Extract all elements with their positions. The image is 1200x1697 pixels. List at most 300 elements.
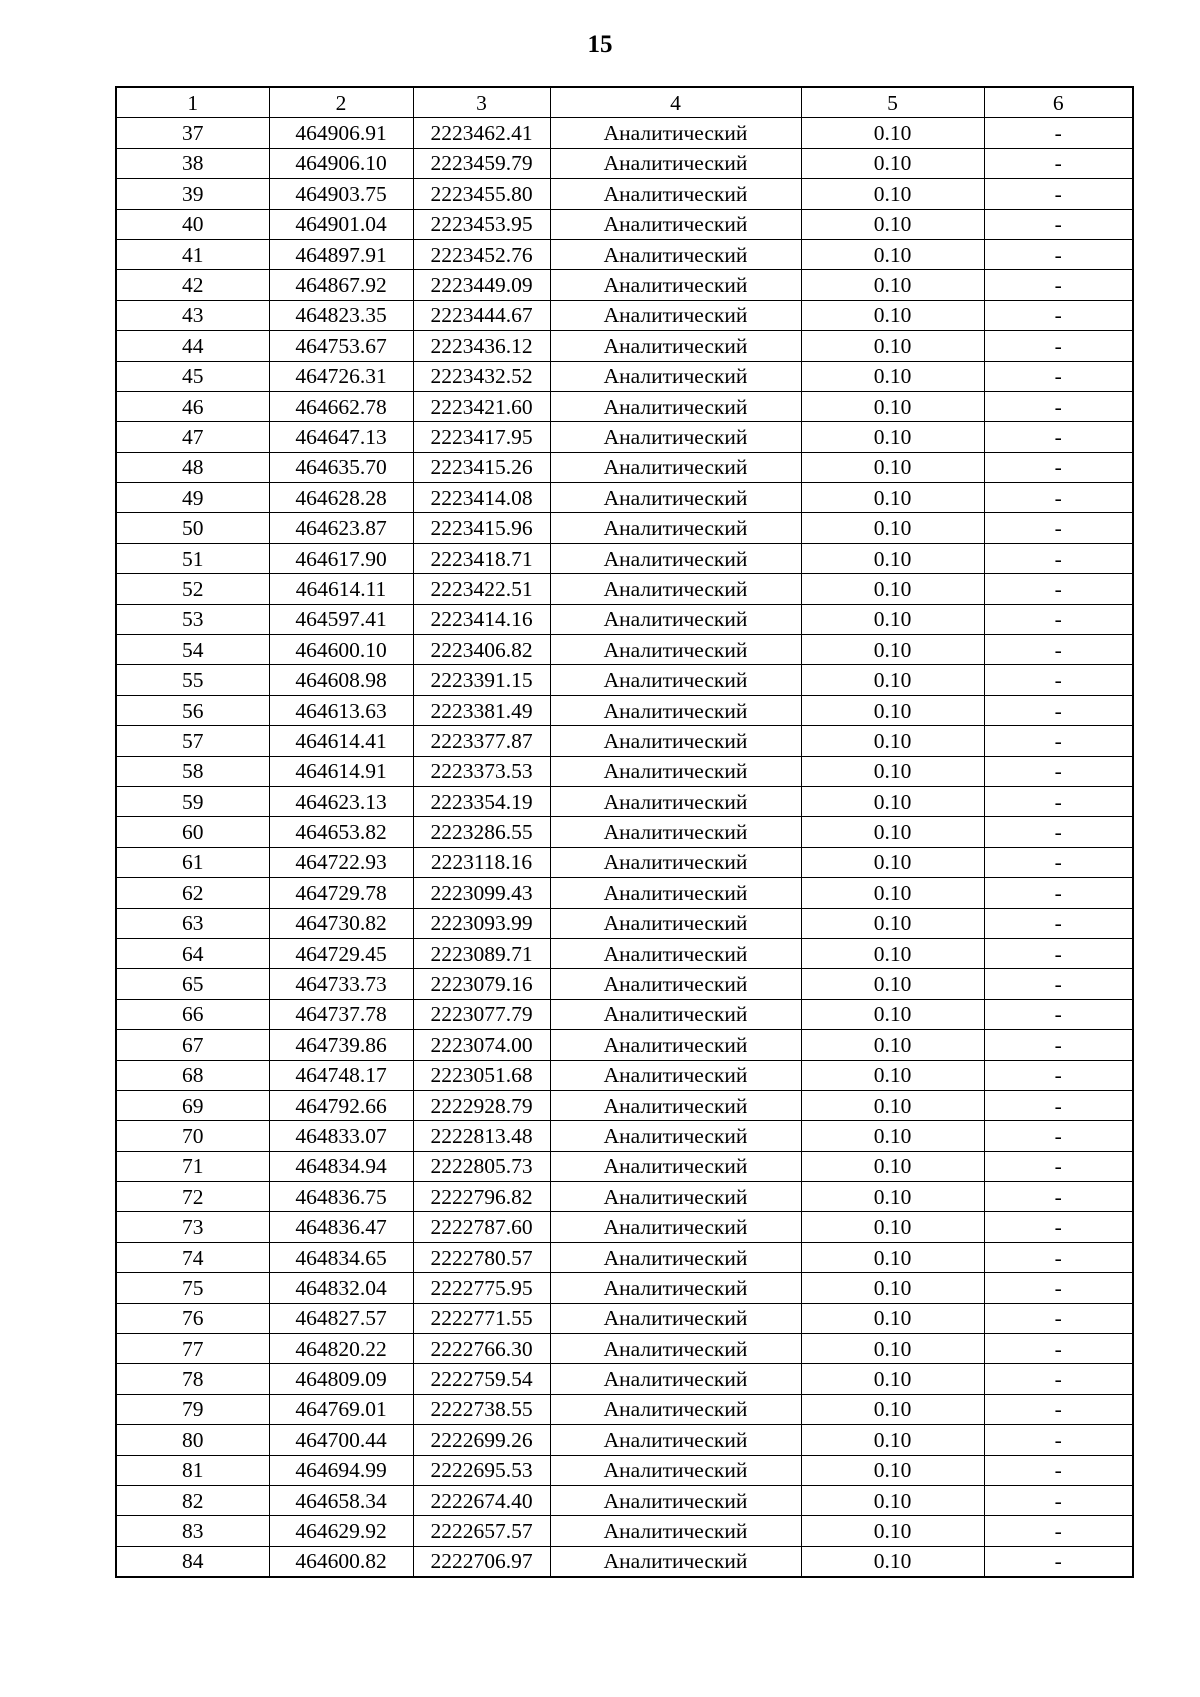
note-cell: - (984, 483, 1133, 513)
point-number-cell: 74 (116, 1242, 269, 1272)
x-coordinate-cell: 464694.99 (269, 1455, 413, 1485)
method-cell: Аналитический (550, 422, 801, 452)
table-row (116, 756, 1133, 786)
y-coordinate-cell: 2223093.99 (413, 908, 550, 938)
note-cell: - (984, 361, 1133, 391)
accuracy-cell: 0.10 (801, 483, 984, 513)
accuracy-cell: 0.10 (801, 635, 984, 665)
table-row (116, 513, 1133, 543)
accuracy-cell: 0.10 (801, 300, 984, 330)
x-coordinate-cell: 464792.66 (269, 1090, 413, 1120)
y-coordinate-cell: 2222759.54 (413, 1364, 550, 1394)
y-coordinate-cell: 2222796.82 (413, 1182, 550, 1212)
method-cell: Аналитический (550, 999, 801, 1029)
x-coordinate-cell: 464653.82 (269, 817, 413, 847)
table-row (116, 604, 1133, 634)
point-number-cell: 78 (116, 1364, 269, 1394)
table-row (116, 1303, 1133, 1333)
table-row (116, 1516, 1133, 1546)
accuracy-cell: 0.10 (801, 999, 984, 1029)
note-cell: - (984, 1090, 1133, 1120)
note-cell: - (984, 756, 1133, 786)
accuracy-cell: 0.10 (801, 756, 984, 786)
y-coordinate-cell: 2223414.16 (413, 604, 550, 634)
table-row (116, 543, 1133, 573)
accuracy-cell: 0.10 (801, 1364, 984, 1394)
y-coordinate-cell: 2223422.51 (413, 574, 550, 604)
accuracy-cell: 0.10 (801, 422, 984, 452)
table-row (116, 1364, 1133, 1394)
y-coordinate-cell: 2223099.43 (413, 878, 550, 908)
accuracy-cell: 0.10 (801, 1485, 984, 1515)
x-coordinate-cell: 464748.17 (269, 1060, 413, 1090)
note-cell: - (984, 1425, 1133, 1455)
y-coordinate-cell: 2223449.09 (413, 270, 550, 300)
point-number-cell: 67 (116, 1030, 269, 1060)
table-row (116, 1151, 1133, 1181)
accuracy-cell: 0.10 (801, 574, 984, 604)
method-cell: Аналитический (550, 361, 801, 391)
point-number-cell: 59 (116, 786, 269, 816)
accuracy-cell: 0.10 (801, 1090, 984, 1120)
note-cell: - (984, 1242, 1133, 1272)
table-row (116, 1060, 1133, 1090)
y-coordinate-cell: 2223118.16 (413, 847, 550, 877)
point-number-cell: 39 (116, 179, 269, 209)
point-number-cell: 71 (116, 1151, 269, 1181)
point-number-cell: 38 (116, 148, 269, 178)
x-coordinate-cell: 464600.10 (269, 635, 413, 665)
x-coordinate-cell: 464823.35 (269, 300, 413, 330)
y-coordinate-cell: 2223406.82 (413, 635, 550, 665)
point-number-cell: 61 (116, 847, 269, 877)
method-cell: Аналитический (550, 1060, 801, 1090)
method-cell: Аналитический (550, 1182, 801, 1212)
table-row (116, 179, 1133, 209)
x-coordinate-cell: 464729.45 (269, 938, 413, 968)
y-coordinate-cell: 2222738.55 (413, 1394, 550, 1424)
point-number-cell: 43 (116, 300, 269, 330)
point-number-cell: 62 (116, 878, 269, 908)
y-coordinate-cell: 2223079.16 (413, 969, 550, 999)
point-number-cell: 51 (116, 543, 269, 573)
method-cell: Аналитический (550, 209, 801, 239)
note-cell: - (984, 604, 1133, 634)
method-cell: Аналитический (550, 1303, 801, 1333)
y-coordinate-cell: 2222780.57 (413, 1242, 550, 1272)
note-cell: - (984, 1151, 1133, 1181)
x-coordinate-cell: 464700.44 (269, 1425, 413, 1455)
x-coordinate-cell: 464730.82 (269, 908, 413, 938)
x-coordinate-cell: 464722.93 (269, 847, 413, 877)
note-cell: - (984, 817, 1133, 847)
x-coordinate-cell: 464623.13 (269, 786, 413, 816)
column-header: 1 (116, 87, 269, 118)
x-coordinate-cell: 464809.09 (269, 1364, 413, 1394)
page-number: 15 (587, 31, 613, 58)
method-cell: Аналитический (550, 726, 801, 756)
table-row (116, 452, 1133, 482)
x-coordinate-cell: 464614.91 (269, 756, 413, 786)
y-coordinate-cell: 2223459.79 (413, 148, 550, 178)
note-cell: - (984, 543, 1133, 573)
note-cell: - (984, 1121, 1133, 1151)
method-cell: Аналитический (550, 331, 801, 361)
point-number-cell: 54 (116, 635, 269, 665)
accuracy-cell: 0.10 (801, 452, 984, 482)
x-coordinate-cell: 464867.92 (269, 270, 413, 300)
point-number-cell: 50 (116, 513, 269, 543)
table-row (116, 148, 1133, 178)
method-cell: Аналитический (550, 786, 801, 816)
table-row (116, 635, 1133, 665)
method-cell: Аналитический (550, 1090, 801, 1120)
accuracy-cell: 0.10 (801, 878, 984, 908)
x-coordinate-cell: 464597.41 (269, 604, 413, 634)
point-number-cell: 75 (116, 1273, 269, 1303)
table-row (116, 1030, 1133, 1060)
accuracy-cell: 0.10 (801, 148, 984, 178)
table-row (116, 422, 1133, 452)
x-coordinate-cell: 464635.70 (269, 452, 413, 482)
y-coordinate-cell: 2223377.87 (413, 726, 550, 756)
y-coordinate-cell: 2223354.19 (413, 786, 550, 816)
table-row (116, 239, 1133, 269)
note-cell: - (984, 239, 1133, 269)
accuracy-cell: 0.10 (801, 938, 984, 968)
note-cell: - (984, 331, 1133, 361)
method-cell: Аналитический (550, 969, 801, 999)
point-number-cell: 65 (116, 969, 269, 999)
method-cell: Аналитический (550, 756, 801, 786)
method-cell: Аналитический (550, 1151, 801, 1181)
table-row (116, 209, 1133, 239)
accuracy-cell: 0.10 (801, 695, 984, 725)
x-coordinate-cell: 464608.98 (269, 665, 413, 695)
note-cell: - (984, 270, 1133, 300)
y-coordinate-cell: 2222657.57 (413, 1516, 550, 1546)
point-number-cell: 69 (116, 1090, 269, 1120)
point-number-cell: 40 (116, 209, 269, 239)
note-cell: - (984, 695, 1133, 725)
table-row (116, 665, 1133, 695)
point-number-cell: 68 (116, 1060, 269, 1090)
x-coordinate-cell: 464834.94 (269, 1151, 413, 1181)
accuracy-cell: 0.10 (801, 1212, 984, 1242)
y-coordinate-cell: 2223391.15 (413, 665, 550, 695)
column-header: 4 (550, 87, 801, 118)
x-coordinate-cell: 464834.65 (269, 1242, 413, 1272)
x-coordinate-cell: 464662.78 (269, 391, 413, 421)
y-coordinate-cell: 2222928.79 (413, 1090, 550, 1120)
note-cell: - (984, 999, 1133, 1029)
method-cell: Аналитический (550, 665, 801, 695)
y-coordinate-cell: 2222771.55 (413, 1303, 550, 1333)
accuracy-cell: 0.10 (801, 361, 984, 391)
accuracy-cell: 0.10 (801, 969, 984, 999)
column-header: 2 (269, 87, 413, 118)
table-row (116, 726, 1133, 756)
method-cell: Аналитический (550, 118, 801, 148)
accuracy-cell: 0.10 (801, 179, 984, 209)
x-coordinate-cell: 464733.73 (269, 969, 413, 999)
x-coordinate-cell: 464739.86 (269, 1030, 413, 1060)
point-number-cell: 49 (116, 483, 269, 513)
x-coordinate-cell: 464623.87 (269, 513, 413, 543)
x-coordinate-cell: 464836.47 (269, 1212, 413, 1242)
note-cell: - (984, 574, 1133, 604)
y-coordinate-cell: 2223089.71 (413, 938, 550, 968)
point-number-cell: 70 (116, 1121, 269, 1151)
y-coordinate-cell: 2223418.71 (413, 543, 550, 573)
y-coordinate-cell: 2222787.60 (413, 1212, 550, 1242)
point-number-cell: 66 (116, 999, 269, 1029)
point-number-cell: 83 (116, 1516, 269, 1546)
table-row (116, 817, 1133, 847)
accuracy-cell: 0.10 (801, 1030, 984, 1060)
accuracy-cell: 0.10 (801, 543, 984, 573)
note-cell: - (984, 391, 1133, 421)
y-coordinate-cell: 2223286.55 (413, 817, 550, 847)
point-number-cell: 41 (116, 239, 269, 269)
x-coordinate-cell: 464658.34 (269, 1485, 413, 1515)
accuracy-cell: 0.10 (801, 1151, 984, 1181)
point-number-cell: 60 (116, 817, 269, 847)
method-cell: Аналитический (550, 817, 801, 847)
note-cell: - (984, 1546, 1133, 1577)
table-row (116, 331, 1133, 361)
y-coordinate-cell: 2223077.79 (413, 999, 550, 1029)
method-cell: Аналитический (550, 1364, 801, 1394)
note-cell: - (984, 209, 1133, 239)
point-number-cell: 64 (116, 938, 269, 968)
point-number-cell: 42 (116, 270, 269, 300)
x-coordinate-cell: 464832.04 (269, 1273, 413, 1303)
y-coordinate-cell: 2223436.12 (413, 331, 550, 361)
method-cell: Аналитический (550, 148, 801, 178)
table-row (116, 1455, 1133, 1485)
y-coordinate-cell: 2223444.67 (413, 300, 550, 330)
note-cell: - (984, 1516, 1133, 1546)
method-cell: Аналитический (550, 847, 801, 877)
x-coordinate-cell: 464726.31 (269, 361, 413, 391)
y-coordinate-cell: 2223373.53 (413, 756, 550, 786)
accuracy-cell: 0.10 (801, 391, 984, 421)
y-coordinate-cell: 2222674.40 (413, 1485, 550, 1515)
accuracy-cell: 0.10 (801, 1455, 984, 1485)
note-cell: - (984, 1030, 1133, 1060)
point-number-cell: 37 (116, 118, 269, 148)
x-coordinate-cell: 464897.91 (269, 239, 413, 269)
y-coordinate-cell: 2223462.41 (413, 118, 550, 148)
method-cell: Аналитический (550, 604, 801, 634)
note-cell: - (984, 1212, 1133, 1242)
point-number-cell: 81 (116, 1455, 269, 1485)
table-row (116, 1334, 1133, 1364)
y-coordinate-cell: 2223432.52 (413, 361, 550, 391)
point-number-cell: 80 (116, 1425, 269, 1455)
x-coordinate-cell: 464753.67 (269, 331, 413, 361)
note-cell: - (984, 452, 1133, 482)
method-cell: Аналитический (550, 1334, 801, 1364)
y-coordinate-cell: 2222699.26 (413, 1425, 550, 1455)
table-row (116, 938, 1133, 968)
table-row (116, 1242, 1133, 1272)
note-cell: - (984, 118, 1133, 148)
x-coordinate-cell: 464836.75 (269, 1182, 413, 1212)
note-cell: - (984, 300, 1133, 330)
table-row (116, 969, 1133, 999)
y-coordinate-cell: 2223414.08 (413, 483, 550, 513)
x-coordinate-cell: 464617.90 (269, 543, 413, 573)
note-cell: - (984, 726, 1133, 756)
x-coordinate-cell: 464614.41 (269, 726, 413, 756)
accuracy-cell: 0.10 (801, 847, 984, 877)
accuracy-cell: 0.10 (801, 1546, 984, 1577)
table-row (116, 999, 1133, 1029)
point-number-cell: 44 (116, 331, 269, 361)
y-coordinate-cell: 2223415.26 (413, 452, 550, 482)
accuracy-cell: 0.10 (801, 665, 984, 695)
accuracy-cell: 0.10 (801, 726, 984, 756)
table-row (116, 908, 1133, 938)
x-coordinate-cell: 464729.78 (269, 878, 413, 908)
table-row (116, 1546, 1133, 1577)
point-number-cell: 53 (116, 604, 269, 634)
note-cell: - (984, 1303, 1133, 1333)
note-cell: - (984, 1485, 1133, 1515)
table-row (116, 118, 1133, 148)
note-cell: - (984, 908, 1133, 938)
note-cell: - (984, 179, 1133, 209)
accuracy-cell: 0.10 (801, 1121, 984, 1151)
accuracy-cell: 0.10 (801, 1303, 984, 1333)
table-row (116, 574, 1133, 604)
accuracy-cell: 0.10 (801, 1060, 984, 1090)
accuracy-cell: 0.10 (801, 908, 984, 938)
table-row (116, 1485, 1133, 1515)
method-cell: Аналитический (550, 908, 801, 938)
point-number-cell: 73 (116, 1212, 269, 1242)
note-cell: - (984, 1273, 1133, 1303)
note-cell: - (984, 786, 1133, 816)
point-number-cell: 47 (116, 422, 269, 452)
note-cell: - (984, 1394, 1133, 1424)
y-coordinate-cell: 2223381.49 (413, 695, 550, 725)
x-coordinate-cell: 464647.13 (269, 422, 413, 452)
note-cell: - (984, 1455, 1133, 1485)
method-cell: Аналитический (550, 1121, 801, 1151)
y-coordinate-cell: 2223417.95 (413, 422, 550, 452)
header-row (116, 87, 1133, 118)
y-coordinate-cell: 2222706.97 (413, 1546, 550, 1577)
accuracy-cell: 0.10 (801, 1516, 984, 1546)
accuracy-cell: 0.10 (801, 1182, 984, 1212)
method-cell: Аналитический (550, 239, 801, 269)
method-cell: Аналитический (550, 1485, 801, 1515)
accuracy-cell: 0.10 (801, 1425, 984, 1455)
note-cell: - (984, 847, 1133, 877)
point-number-cell: 57 (116, 726, 269, 756)
table-row (116, 1121, 1133, 1151)
point-number-cell: 46 (116, 391, 269, 421)
x-coordinate-cell: 464906.10 (269, 148, 413, 178)
method-cell: Аналитический (550, 513, 801, 543)
method-cell: Аналитический (550, 695, 801, 725)
x-coordinate-cell: 464906.91 (269, 118, 413, 148)
table-row (116, 300, 1133, 330)
point-number-cell: 84 (116, 1546, 269, 1577)
table-row (116, 361, 1133, 391)
y-coordinate-cell: 2223452.76 (413, 239, 550, 269)
method-cell: Аналитический (550, 878, 801, 908)
accuracy-cell: 0.10 (801, 209, 984, 239)
note-cell: - (984, 878, 1133, 908)
accuracy-cell: 0.10 (801, 331, 984, 361)
table-row (116, 270, 1133, 300)
point-number-cell: 77 (116, 1334, 269, 1364)
table-row (116, 1394, 1133, 1424)
point-number-cell: 58 (116, 756, 269, 786)
point-number-cell: 56 (116, 695, 269, 725)
accuracy-cell: 0.10 (801, 270, 984, 300)
table-row (116, 1212, 1133, 1242)
note-cell: - (984, 1364, 1133, 1394)
table-row (116, 483, 1133, 513)
method-cell: Аналитический (550, 635, 801, 665)
table-row (116, 847, 1133, 877)
y-coordinate-cell: 2222766.30 (413, 1334, 550, 1364)
method-cell: Аналитический (550, 1425, 801, 1455)
method-cell: Аналитический (550, 938, 801, 968)
method-cell: Аналитический (550, 1516, 801, 1546)
x-coordinate-cell: 464903.75 (269, 179, 413, 209)
x-coordinate-cell: 464737.78 (269, 999, 413, 1029)
x-coordinate-cell: 464614.11 (269, 574, 413, 604)
method-cell: Аналитический (550, 452, 801, 482)
accuracy-cell: 0.10 (801, 239, 984, 269)
table-row (116, 878, 1133, 908)
column-header: 6 (984, 87, 1133, 118)
note-cell: - (984, 513, 1133, 543)
x-coordinate-cell: 464820.22 (269, 1334, 413, 1364)
note-cell: - (984, 938, 1133, 968)
method-cell: Аналитический (550, 543, 801, 573)
y-coordinate-cell: 2222813.48 (413, 1121, 550, 1151)
table-row (116, 391, 1133, 421)
point-number-cell: 82 (116, 1485, 269, 1515)
accuracy-cell: 0.10 (801, 786, 984, 816)
point-number-cell: 72 (116, 1182, 269, 1212)
x-coordinate-cell: 464629.92 (269, 1516, 413, 1546)
table-row (116, 1273, 1133, 1303)
note-cell: - (984, 1060, 1133, 1090)
method-cell: Аналитический (550, 1242, 801, 1272)
point-number-cell: 79 (116, 1394, 269, 1424)
y-coordinate-cell: 2222805.73 (413, 1151, 550, 1181)
accuracy-cell: 0.10 (801, 604, 984, 634)
point-number-cell: 63 (116, 908, 269, 938)
method-cell: Аналитический (550, 1273, 801, 1303)
accuracy-cell: 0.10 (801, 1242, 984, 1272)
x-coordinate-cell: 464628.28 (269, 483, 413, 513)
method-cell: Аналитический (550, 1455, 801, 1485)
note-cell: - (984, 1334, 1133, 1364)
accuracy-cell: 0.10 (801, 118, 984, 148)
x-coordinate-cell: 464833.07 (269, 1121, 413, 1151)
method-cell: Аналитический (550, 574, 801, 604)
method-cell: Аналитический (550, 483, 801, 513)
